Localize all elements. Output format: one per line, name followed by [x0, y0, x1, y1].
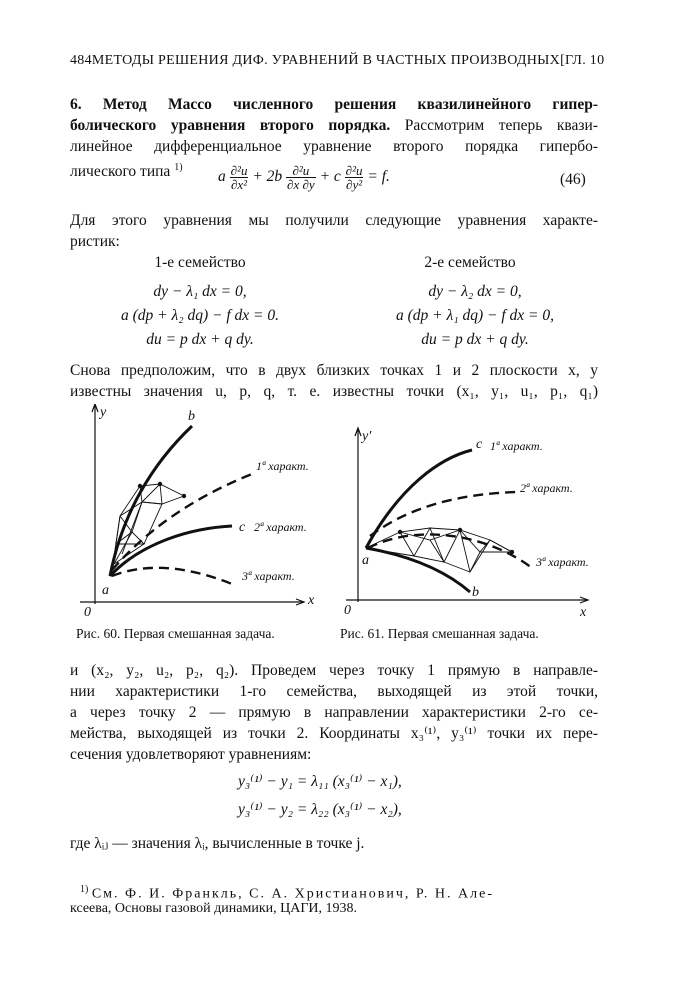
- fig61-label-char3: 3ª характ.: [536, 555, 589, 569]
- fig60-char3-dashed: [112, 568, 232, 584]
- fig60-label-char1: 1ª характ.: [256, 459, 309, 473]
- section-title-rest: Рассмотрим теперь квази-: [390, 117, 598, 134]
- fig61-char3-dashed: [368, 534, 532, 568]
- fig61-label-char2: 2ª характ.: [520, 481, 573, 495]
- eq46-frac2: [286, 164, 316, 191]
- para4-line1: и (x₂, y₂, u₂, p₂, q₂). Проведем через точку 1 прямую в направле-: [70, 662, 598, 679]
- fig61-label-x: x: [580, 605, 587, 620]
- fig60-label-a: a: [102, 583, 109, 598]
- footnote-marker: 1): [80, 884, 89, 895]
- fig61-label-y: y′: [362, 429, 372, 444]
- running-title: МЕТОДЫ РЕШЕНИЯ ДИФ. УРАВНЕНИЙ В ЧАСТНЫХ ПРОИЗВОДНЫХ: [91, 53, 561, 68]
- intersection-eq2: y₃⁽¹⁾ − y₂ = λ₂₂ (x₃⁽¹⁾ − x₂),: [238, 801, 402, 818]
- section-title-line2: [70, 115, 598, 136]
- family1-eq2: a (dp + λ₂ dq) − f dx = 0.: [121, 307, 279, 324]
- eq46-num2: ∂²u: [286, 164, 316, 178]
- fig61-label-char1: 1ª характ.: [490, 439, 543, 453]
- section-title-line1: 6. Метод Массо численного решения квазилинейного гипер-: [70, 96, 598, 113]
- eq46-rhs: = f.: [367, 168, 390, 186]
- para3-line1: Снова предположим, что в двух близких точках 1 и 2 плоскости x, y: [70, 362, 598, 379]
- page-number: 484: [70, 53, 92, 68]
- para2-line2: ристик:: [70, 233, 120, 250]
- eq46-num1: ∂²u: [230, 163, 248, 178]
- fig60-label-y: y: [100, 405, 107, 420]
- eq46-frac1: [230, 164, 249, 191]
- fig60-label-c: c: [239, 520, 246, 535]
- fig60-label-b: b: [188, 409, 195, 424]
- family2-eq1: dy − λ₂ dx = 0,: [428, 283, 522, 300]
- fig61-curve-ac: [366, 450, 472, 548]
- family1-eq3: du = p dx + q dy.: [146, 331, 254, 348]
- family2-eq3: du = p dx + q dy.: [421, 331, 529, 348]
- running-header: [70, 50, 605, 71]
- para4-line4: мейства, выходящей из точки 2. Координаты x₃⁽¹⁾, y₃⁽¹⁾ точки их пере-: [70, 725, 598, 742]
- figure-61-caption: Рис. 61. Первая смешанная задача.: [340, 626, 539, 641]
- eq46-num3: ∂²u: [345, 163, 363, 178]
- eq46-den3: ∂y²: [346, 177, 363, 192]
- fig61-label-a: a: [362, 553, 369, 568]
- chapter-ref: [ГЛ. 10: [560, 53, 605, 68]
- fig61-label-b: b: [472, 585, 479, 600]
- fig60-label-origin: 0: [84, 605, 91, 620]
- figure-61: [340, 426, 596, 624]
- fig61-label-origin: 0: [344, 603, 351, 618]
- fig61-label-c: c: [476, 437, 483, 452]
- eq46-den1: ∂x²: [230, 177, 248, 192]
- footnote-line2: ксеева, Основы газовой динамики, ЦАГИ, 1938.: [70, 901, 358, 916]
- intersection-eq1: y₃⁽¹⁾ − y₁ = λ₁₁ (x₃⁽¹⁾ − x₁),: [238, 773, 402, 790]
- fig60-label-char2: 2ª характ.: [254, 520, 307, 534]
- figure-60-caption: Рис. 60. Первая смешанная задача.: [76, 626, 275, 641]
- fig61-curve-ab: [366, 548, 470, 592]
- section-line3: линейное дифференциальное уравнение второго порядка гипербо-: [70, 138, 598, 155]
- equation-46: [218, 164, 390, 191]
- para5-line1: где λᵢⱼ — значения λᵢ, вычисленные в точке j.: [70, 835, 365, 852]
- family1-eq1: dy − λ₁ dx = 0,: [153, 283, 247, 300]
- footnote-ref: 1): [174, 162, 183, 173]
- eq46-frac3: [345, 164, 364, 191]
- para4-line3: а через точку 2 — прямую в направлении характеристики 2-го се-: [70, 704, 598, 721]
- eq46-coef-a: a: [218, 168, 226, 186]
- fig60-label-x: x: [308, 593, 315, 608]
- section-line4-text: лического типа: [70, 163, 171, 181]
- family2-title: 2-е семейство: [424, 254, 516, 271]
- family2-eq2: a (dp + λ₁ dq) − f dx = 0,: [396, 307, 554, 324]
- para2-line1: Для этого уравнения мы получили следующие уравнения характе-: [70, 212, 598, 229]
- eq46-den2: ∂x ∂y: [287, 177, 315, 192]
- figure-60: [72, 404, 332, 626]
- para4-line2: нии характеристики 1-го семейства, выходящей из этой точки,: [70, 683, 598, 700]
- eq46-term2-coef: + 2b: [252, 168, 283, 186]
- eq46-term3-coef: + c: [319, 168, 341, 186]
- para3-line2: известны значения u, p, q, т. е. известны точки (x₁, y₁, u₁, p₁, q₁): [70, 383, 598, 400]
- fig60-label-char3: 3ª характ.: [242, 569, 295, 583]
- fig61-char2-dashed: [370, 492, 516, 536]
- footnote-text1: См. Ф. И. Франкль, С. А. Христианович, Р. Н. Але-: [91, 886, 494, 902]
- section-title-bold: болического уравнения второго порядка.: [70, 117, 391, 134]
- para4-line5: сечения удовлетворяют уравнениям:: [70, 746, 312, 763]
- family1-title: 1-е семейство: [154, 254, 246, 271]
- equation-number-46: (46): [560, 171, 586, 188]
